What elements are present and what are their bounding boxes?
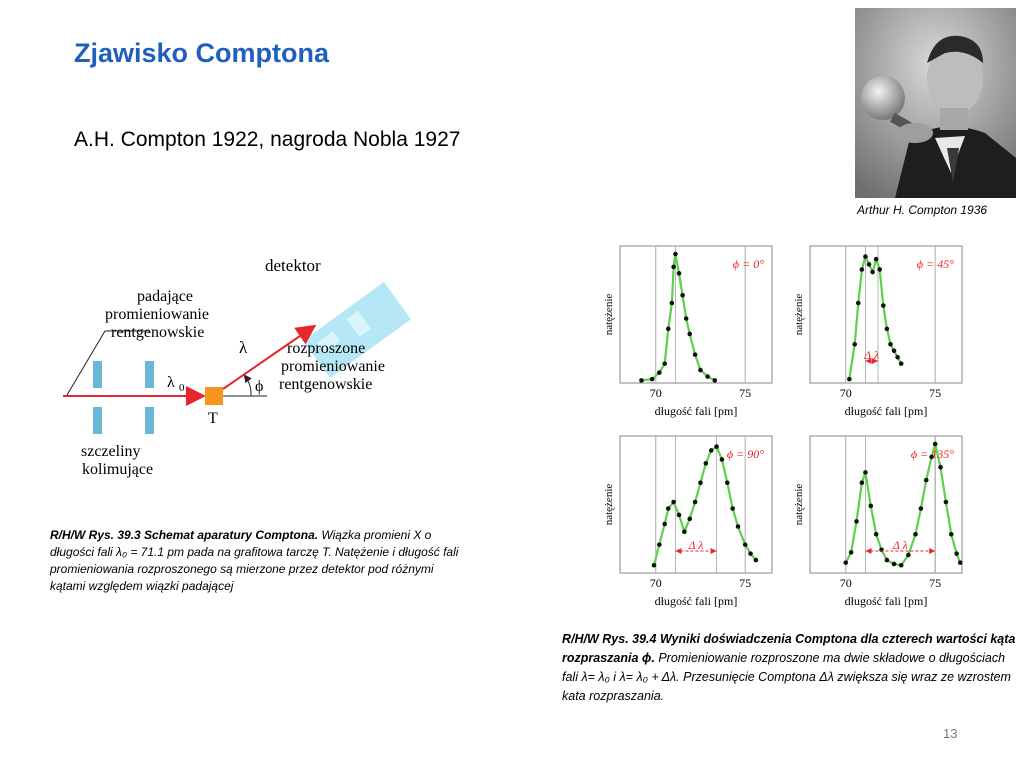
result-panel-0: [600, 243, 785, 428]
data-point: [863, 470, 868, 475]
data-point: [712, 378, 717, 383]
data-point: [954, 551, 959, 556]
data-point: [704, 461, 709, 466]
data-point: [730, 506, 735, 511]
data-point: [671, 500, 676, 505]
slit-lower-1: [93, 407, 102, 434]
data-point: [639, 378, 644, 383]
angle-annotation: ϕ = 90°: [726, 447, 764, 461]
data-point: [856, 301, 861, 306]
data-point: [899, 361, 904, 366]
compton-portrait-photo: [855, 8, 1016, 198]
data-point: [860, 480, 865, 485]
x-tick-label: 70: [649, 386, 662, 400]
label-scattered-3: rentgenowskie: [279, 376, 373, 393]
data-point: [885, 327, 890, 332]
label-lambda0: λ: [167, 374, 175, 391]
x-axis-label: długość fali [pm]: [654, 594, 738, 608]
label-incident-2: promieniowanie: [105, 306, 209, 323]
data-point: [666, 506, 671, 511]
data-point: [854, 519, 859, 524]
y-axis-label: natężenie: [793, 483, 805, 526]
apparatus-caption-bold: R/H/W Rys. 39.3 Schemat aparatury Comptona.: [50, 528, 319, 542]
shift-label: Δ λ: [864, 348, 880, 362]
shift-arrow-head: [675, 548, 681, 554]
x-tick-label: 75: [929, 386, 942, 400]
y-axis-label: natężenie: [793, 293, 805, 336]
data-point: [677, 513, 682, 518]
slit-lower-2: [145, 407, 154, 434]
data-point: [849, 550, 854, 555]
slide-subtitle: A.H. Compton 1922, nagroda Nobla 1927: [74, 128, 461, 151]
data-point: [687, 332, 692, 337]
x-tick-label: 70: [839, 576, 852, 590]
label-scattered-1: rozproszone: [287, 340, 366, 357]
data-point: [650, 377, 655, 382]
data-point: [874, 257, 879, 262]
data-point: [881, 303, 886, 308]
data-point: [892, 562, 897, 567]
page-number: 13: [943, 726, 958, 741]
x-tick-label: 70: [839, 386, 852, 400]
data-point: [662, 361, 667, 366]
data-point: [720, 457, 725, 462]
data-point: [673, 252, 678, 257]
data-point: [725, 480, 730, 485]
results-caption-text: Promieniowanie rozproszone ma dwie składowe o długościach fali λ= λ₀ i λ= λ₀ + Δλ. Przesunięcie Comptona Δλ zwiększa się wraz ze wzrostem kata rozpraszania.: [562, 651, 1011, 703]
angle-annotation: ϕ = 135°: [910, 447, 954, 461]
shift-label: Δ λ: [892, 538, 908, 552]
data-point: [933, 442, 938, 447]
data-point: [680, 293, 685, 298]
data-point: [677, 271, 682, 276]
label-target: T: [208, 410, 218, 427]
data-point: [687, 517, 692, 522]
angle-annotation: ϕ = 0°: [732, 257, 764, 271]
data-point: [662, 522, 667, 527]
data-point: [693, 500, 698, 505]
shift-arrow-head: [865, 548, 871, 554]
data-point: [958, 560, 963, 565]
data-point: [843, 560, 848, 565]
data-point: [895, 355, 900, 360]
y-axis-label: natężenie: [603, 293, 615, 336]
data-point: [885, 558, 890, 563]
data-point: [698, 480, 703, 485]
data-point: [709, 448, 714, 453]
angle-annotation: ϕ = 45°: [916, 257, 954, 271]
result-panel-2: [600, 433, 785, 618]
data-point: [684, 316, 689, 321]
data-point: [877, 267, 882, 272]
data-point: [906, 553, 911, 558]
data-point: [670, 301, 675, 306]
shift-arrow-head: [711, 548, 717, 554]
data-point: [847, 377, 852, 382]
data-point: [869, 504, 874, 509]
x-tick-label: 75: [929, 576, 942, 590]
shift-label: Δ λ: [688, 538, 704, 552]
data-point: [705, 374, 710, 379]
data-point: [657, 370, 662, 375]
label-lambda: λ: [239, 338, 248, 357]
data-point: [698, 368, 703, 373]
data-point: [652, 563, 657, 568]
x-tick-label: 70: [649, 576, 662, 590]
label-slits-1: szczeliny: [81, 443, 141, 460]
data-point: [863, 254, 868, 259]
data-point: [666, 327, 671, 332]
x-tick-label: 75: [739, 386, 752, 400]
label-phi: ϕ: [255, 378, 264, 395]
label-scattered-2: promieniowanie: [281, 358, 385, 375]
apparatus-caption-text: Wiązka promieni X o długości fali λ₀ = 71.1 pm pada na grafitowa tarczę T. Natężenie i długość fali promieniowania rozproszonego są mierzone przez detektor pod różnymi kątami względem wiązki padającej: [50, 528, 459, 593]
y-axis-label: natężenie: [603, 483, 615, 526]
data-point: [944, 500, 949, 505]
result-panel-1: [790, 243, 975, 428]
result-panel-3: [790, 433, 975, 618]
data-point: [736, 524, 741, 529]
slit-upper-2: [145, 361, 154, 388]
data-point: [919, 506, 924, 511]
data-point: [743, 542, 748, 547]
x-axis-label: długość fali [pm]: [844, 594, 928, 608]
results-caption-bold: R/H/W Rys. 39.4 Wyniki doświadczenia Comptona dla czterech wartości kąta rozpraszania ϕ.: [562, 632, 1016, 665]
label-incident-1: padające: [137, 288, 193, 305]
target-block: [205, 387, 223, 405]
label-incident-3: rentgenowskie: [111, 324, 205, 341]
data-point: [852, 342, 857, 347]
data-point: [949, 532, 954, 537]
data-point: [938, 465, 943, 470]
data-point: [874, 532, 879, 537]
x-axis-label: długość fali [pm]: [844, 404, 928, 418]
data-point: [924, 478, 929, 483]
data-point: [693, 352, 698, 357]
label-lambda0-sub: 0: [179, 382, 185, 394]
data-point: [892, 348, 897, 353]
data-point: [860, 267, 865, 272]
apparatus-caption: [50, 527, 470, 595]
compton-apparatus-diagram: [55, 235, 475, 485]
data-point: [888, 342, 893, 347]
data-point: [870, 270, 875, 275]
data-point: [671, 265, 676, 270]
data-point: [657, 542, 662, 547]
results-caption: [562, 630, 1017, 706]
data-point: [913, 532, 918, 537]
label-slits-2: kolimujące: [82, 461, 154, 478]
data-point: [682, 529, 687, 534]
x-axis-label: długość fali [pm]: [654, 404, 738, 418]
slide-title: Zjawisko Comptona: [74, 38, 330, 68]
data-point: [899, 563, 904, 568]
slit-upper-1: [93, 361, 102, 388]
x-tick-label: 75: [739, 576, 752, 590]
data-point: [867, 262, 872, 267]
label-detector: detektor: [265, 256, 321, 275]
data-point: [754, 558, 759, 563]
data-point: [748, 551, 753, 556]
shift-arrow-head: [929, 548, 935, 554]
photo-caption: Arthur H. Compton 1936: [857, 203, 988, 217]
data-point: [714, 444, 719, 449]
